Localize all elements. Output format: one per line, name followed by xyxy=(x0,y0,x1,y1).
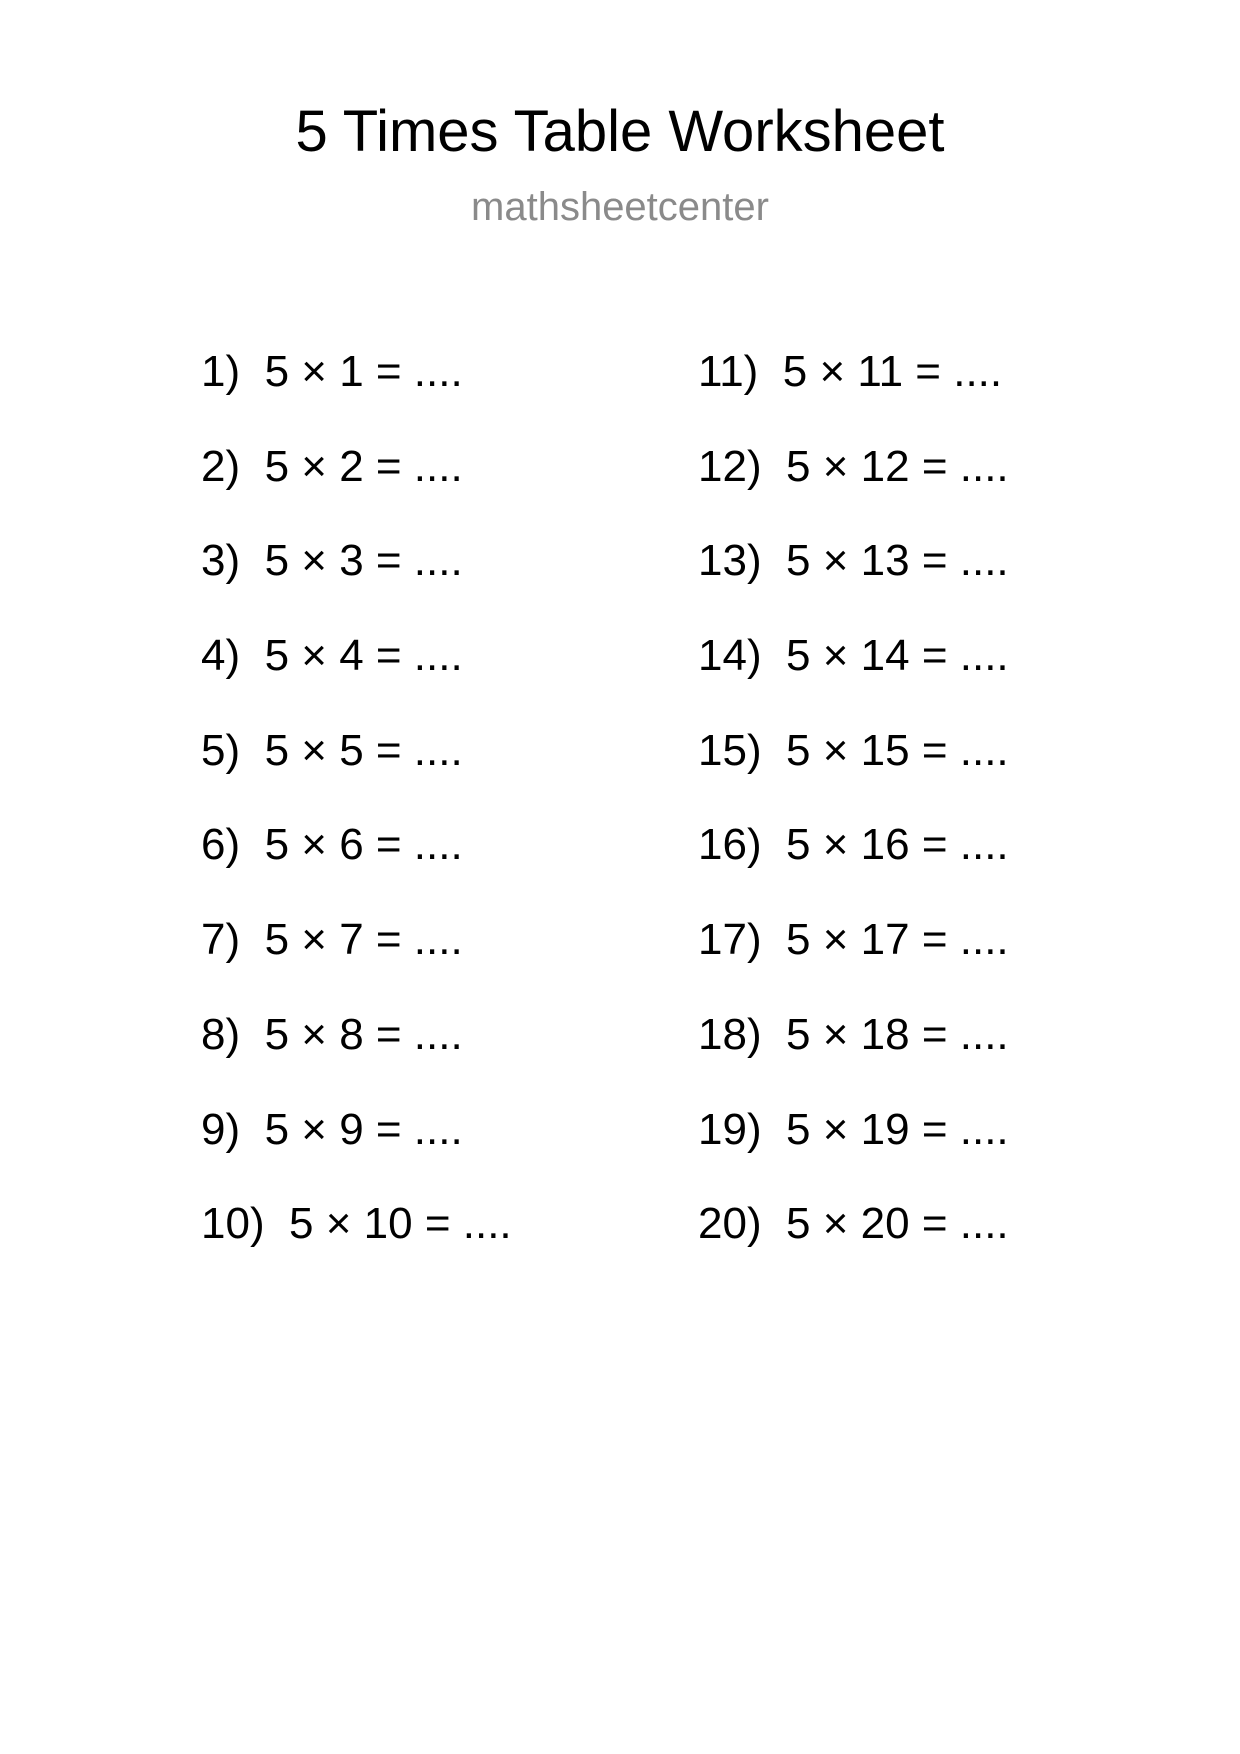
problem-16: 16) 5 × 16 = .... xyxy=(698,820,1009,870)
problem-9: 9) 5 × 9 = .... xyxy=(201,1104,463,1154)
problem-4: 4) 5 × 4 = .... xyxy=(201,631,463,681)
problem-7: 7) 5 × 7 = .... xyxy=(201,915,463,965)
problem-12: 12) 5 × 12 = .... xyxy=(698,441,1009,491)
problem-18: 18) 5 × 18 = .... xyxy=(698,1009,1009,1059)
problem-20: 20) 5 × 20 = .... xyxy=(698,1199,1009,1249)
problem-8: 8) 5 × 8 = .... xyxy=(201,1009,463,1059)
problem-6: 6) 5 × 6 = .... xyxy=(201,820,463,870)
problems-column-left xyxy=(201,346,512,1293)
problem-1: 1) 5 × 1 = .... xyxy=(201,347,463,396)
worksheet-subtitle: mathsheetcenter xyxy=(471,185,769,229)
problem-10: 10) 5 × 10 = .... xyxy=(201,1199,512,1249)
problem-11: 11) 5 × 11 = .... xyxy=(698,347,1003,396)
problem-17: 17) 5 × 17 = .... xyxy=(698,915,1009,965)
problem-5: 5) 5 × 5 = .... xyxy=(201,725,463,775)
problem-14: 14) 5 × 14 = .... xyxy=(698,631,1009,681)
problem-15: 15) 5 × 15 = .... xyxy=(698,725,1009,775)
problem-2: 2) 5 × 2 = .... xyxy=(201,441,463,491)
problem-3: 3) 5 × 3 = .... xyxy=(201,536,463,586)
problems-column-right xyxy=(698,346,1009,1293)
worksheet-title: 5 Times Table Worksheet xyxy=(295,99,945,164)
problem-19: 19) 5 × 19 = .... xyxy=(698,1104,1009,1154)
problem-13: 13) 5 × 13 = .... xyxy=(698,536,1009,586)
